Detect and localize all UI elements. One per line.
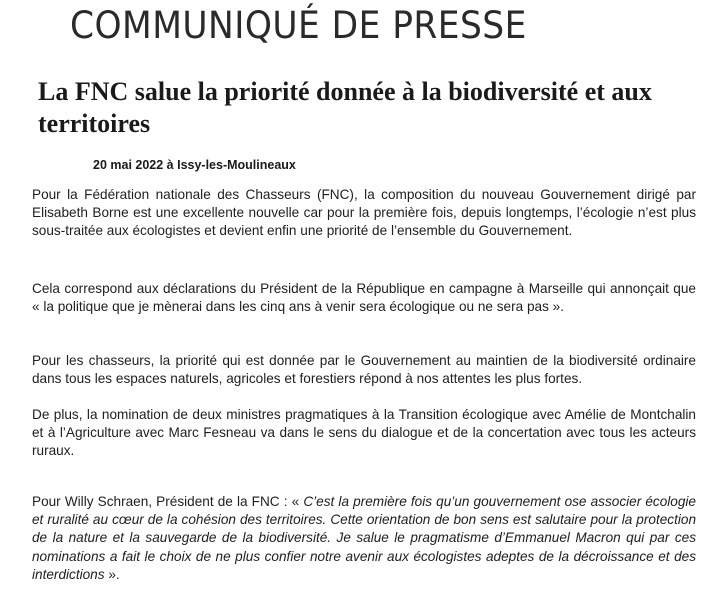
dateline: 20 mai 2022 à Issy-les-Moulineaux (93, 158, 296, 172)
paragraph-quote (32, 493, 696, 584)
paragraph-president-declaration: Cela correspond aux déclarations du Président de la République en campagne à Marseille qui annonçait que « la politique que je mènerai dans les cinq ans à venir sera écologique ou ne sera pas ». (32, 281, 696, 315)
press-release-title: La FNC salue la priorité donnée à la biodiversité et aux territoires (38, 77, 652, 138)
paragraph-intro: Pour la Fédération nationale des Chasseurs (FNC), la composition du nouveau Gouvernement dirigé par Elisabeth Borne est une excellente nouvelle car pour la première fois, depuis longtemps, l’écologie n’est plus sous-traitée aux écologistes et devient enfin une priorité de l’ensemble du Gouvernement. (32, 187, 696, 239)
press-release-banner: COMMUNIQUÉ DE PRESSE (70, 4, 527, 47)
quote-close: ». (104, 566, 120, 582)
paragraph-hunters-priority: Pour les chasseurs, la priorité qui est donnée par le Gouvernement au maintien de la biodiversité ordinaire dans tous les espaces naturels, agricoles et forestiers répond à nos attentes les plus fortes. (32, 353, 696, 387)
quote-text: C’est la première fois qu’un gouvernement ose associer écologie et ruralité au cœur de la cohésion des territoires. Cette orientation de bon sens est salutaire pour la protection de la nature et la sauvegarde de la biodiversité. Je salue le pragmatisme d’Emmanuel Macron qui par ces nominations a fait le choix de ne plus confier notre avenir aux écologistes adeptes de la décroissance et des interdictions (32, 494, 696, 582)
quote-intro: Pour Willy Schraen, Président de la FNC : « (32, 494, 304, 509)
paragraph-ministers-nomination: De plus, la nomination de deux ministres pragmatiques à la Transition écologique avec Amélie de Montchalin et à l’Agriculture avec Marc Fesneau va dans le sens du dialogue et de la concertation avec tous les acteurs ruraux. (32, 407, 696, 459)
